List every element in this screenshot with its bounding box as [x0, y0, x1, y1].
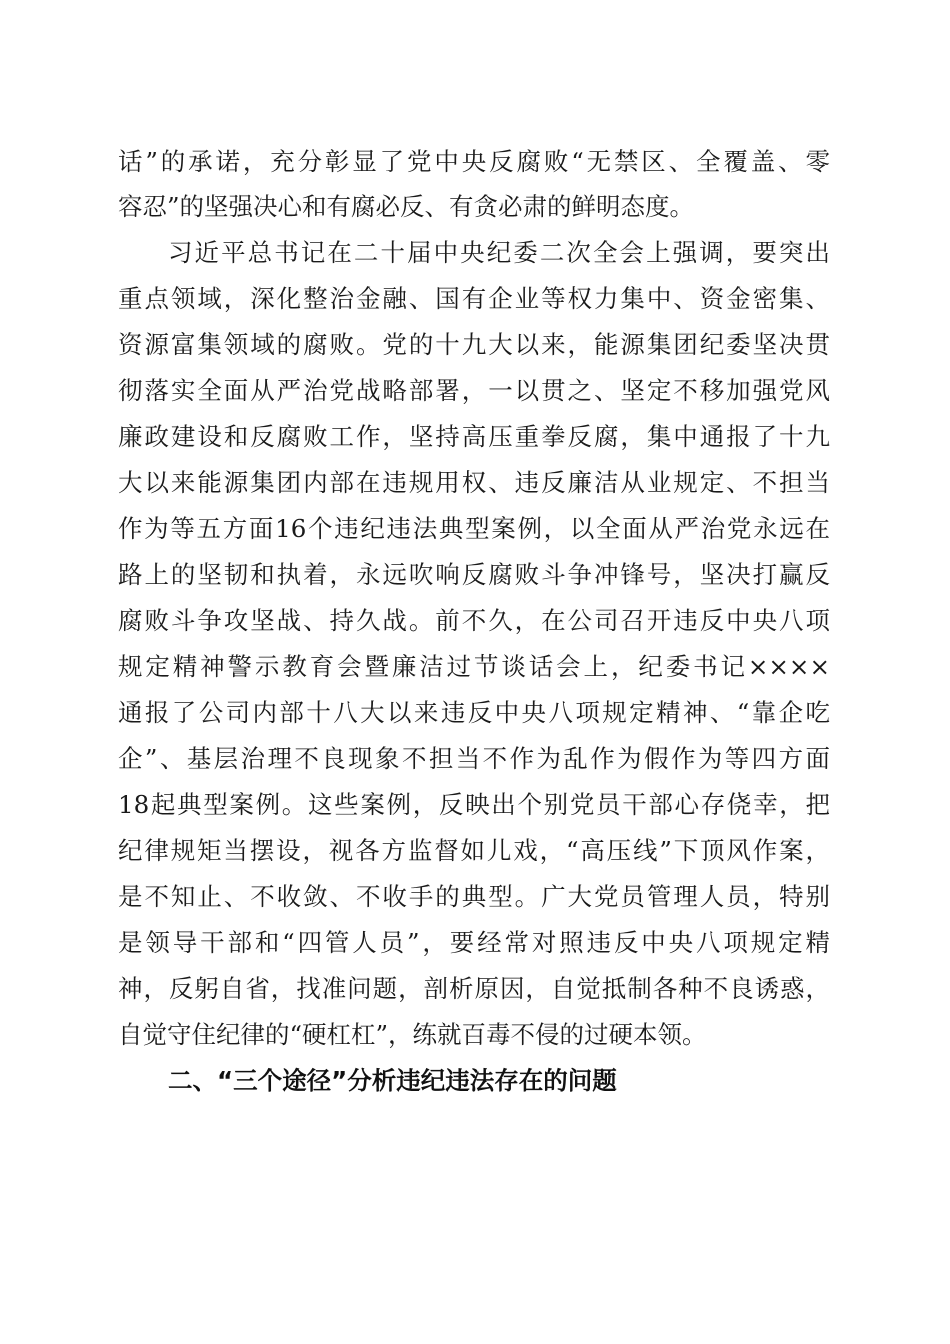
- paragraph-line: 资源富集领域的腐败。党的十九大以来，能源集团纪委坚决贯: [118, 330, 830, 359]
- paragraph-line: 路上的坚韧和执着，永远吹响反腐败斗争冲锋号，坚决打赢反: [118, 560, 830, 589]
- paragraph-line: 大以来能源集团内部在违规用权、违反廉洁从业规定、不担当: [118, 468, 830, 497]
- section-heading: 二、“三个途径”分析违纪违法存在的问题: [168, 1066, 617, 1095]
- paragraph-line: 规定精神警示教育会暨廉洁过节谈话会上，纪委书记××××: [118, 652, 830, 681]
- paragraph-line: 18起典型案例。这些案例，反映出个别党员干部心存侥幸，把: [118, 790, 830, 819]
- paragraph-line: 彻落实全面从严治党战略部署，一以贯之、坚定不移加强党风: [118, 376, 830, 405]
- paragraph-line: 腐败斗争攻坚战、持久战。前不久，在公司召开违反中央八项: [118, 606, 830, 635]
- paragraph-line: 重点领域，深化整治金融、国有企业等权力集中、资金密集、: [118, 284, 830, 313]
- paragraph-line: 话”的承诺，充分彰显了党中央反腐败“无禁区、全覆盖、零: [118, 147, 830, 176]
- paragraph-line: 纪律规矩当摆设，视各方监督如儿戏，“高压线”下顶风作案，: [118, 836, 830, 865]
- paragraph-line: 自觉守住纪律的“硬杠杠”，练就百毒不侵的过硬本领。: [118, 1020, 707, 1049]
- paragraph-line: 神，反躬自省，找准问题，剖析原因，自觉抵制各种不良诱惑，: [118, 974, 830, 1003]
- paragraph-line: 习近平总书记在二十届中央纪委二次全会上强调，要突出: [168, 238, 830, 267]
- paragraph-line: 廉政建设和反腐败工作，坚持高压重拳反腐，集中通报了十九: [118, 422, 830, 451]
- paragraph-line: 是不知止、不收敛、不收手的典型。广大党员管理人员，特别: [118, 882, 830, 911]
- paragraph-line: 是领导干部和“四管人员”，要经常对照违反中央八项规定精: [118, 928, 830, 957]
- paragraph-line: 企”、基层治理不良现象不担当不作为乱作为假作为等四方面: [118, 744, 830, 773]
- paragraph-line: 容忍”的坚强决心和有腐必反、有贪必肃的鲜明态度。: [118, 192, 695, 221]
- paragraph-line: 作为等五方面16个违纪违法典型案例，以全面从严治党永远在: [118, 514, 830, 543]
- paragraph-line: 通报了公司内部十八大以来违反中央八项规定精神、“靠企吃: [118, 698, 830, 727]
